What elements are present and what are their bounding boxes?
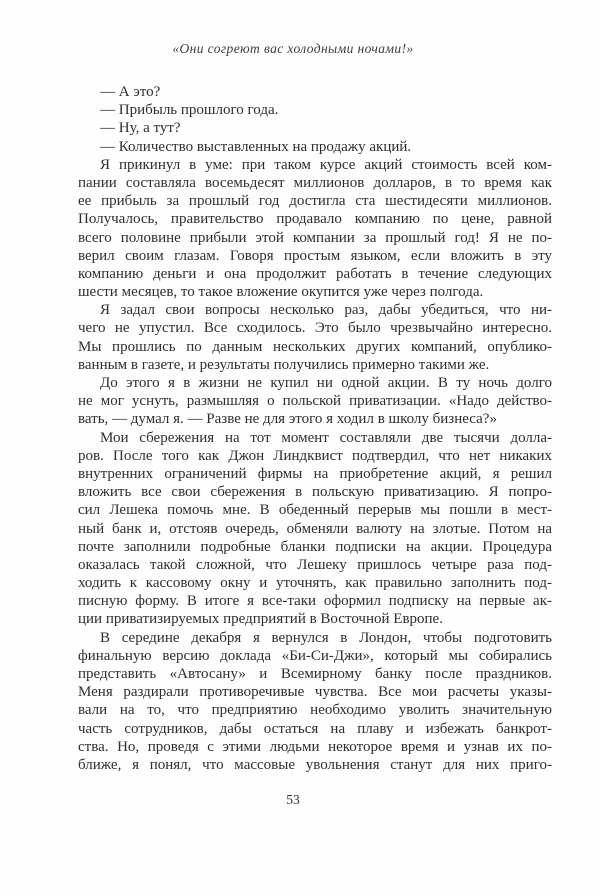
text-line: Мы прошлись по данным нескольких других компаний, опублико- [78,338,552,355]
text-line: Получалось, правительство продавало компанию по цене, равной [78,211,552,228]
text-line: верил своим глазам. Говоря простым языком, если вложить в эту [78,247,552,264]
text-line: ходить к кассовому окну и уточнять, как правильно заполнить под- [78,575,552,592]
text-line: ный банк и, отстояв очередь, обменяли валюту на злотые. Потом на [78,520,552,537]
text-line: всего половине прибыли этой компании за прошлый год! Я не по- [78,229,552,246]
text-line: ее прибыль за прошлый год достигла ста шестидесяти миллионов. [78,193,552,210]
text-line: шести месяцев, то такое вложение окупится уже через полгода. [78,284,484,301]
paragraph [78,301,552,374]
text-line: представить «Автосану» и Всемирному банку после праздников. [78,666,552,682]
text-line: вложить все свои сбережения в польскую приватизацию. Я попро- [78,484,552,501]
paragraph [78,429,552,629]
text-line: Мои сбережения на тот момент составляли две тысячи долла- [100,429,552,446]
text-line: ближе, я понял, что массовые увольнения станут для них приго- [78,756,552,773]
text-line: — Ну, а тут? [100,120,181,137]
paragraph [78,374,552,429]
text-line: почте заполнили подробные бланки подписки на акции. Процедура [78,538,552,555]
dialogue-paragraph [78,119,552,137]
text-line: ции приватизируемых предприятий в Восточной Европе. [78,611,443,628]
running-header: «Они согреют вас холодными ночами!» [172,41,414,56]
text-line: Я прикинул в уме: при таком курсе акций стоимость всей ком- [100,156,552,173]
text-line: компанию деньги и она продолжит работать в течение следующих [78,265,552,282]
text-line: сил Лешека помочь мне. В обеденный перерыв мы пошли в мест- [78,502,552,519]
text-line: В середине декабря я вернулся в Лондон, чтобы подготовить [100,629,552,646]
text-line: финальную версию доклада «Би-Си-Джи», который мы собирались [78,647,552,664]
text-line: — Прибыль прошлого года. [100,102,279,119]
text-line: оказалась такой сложной, что Лешеку пришлось четыре раза под- [78,556,552,573]
dialogue-paragraph [78,83,552,101]
text-line: часть сотрудников, дабы остаться на плаву и избежать банкрот- [78,720,552,737]
text-line: До этого я в жизни не купил ни одной акции. В ту ночь долго [100,375,552,391]
text-line: не мог уснуть, размышляя о польской приватизации. «Надо действо- [78,393,552,410]
text-line: Меня раздирали противоречивые чувства. Все мои расчеты указы- [78,684,552,701]
text-line: чего не упустил. Все сходилось. Это было чрезвычайно интересно. [78,320,552,337]
text-line: ства. Но, проведя с этими людьми некоторое время и узнав их по- [78,738,552,755]
text-line: ров. После того как Джон Линдквист подтвердил, что нет никаких [78,447,552,464]
page-number: 53 [286,792,300,807]
text-line: ванным в газете, и результаты получились примерно такими же. [78,356,490,373]
text-line: — Количество выставленных на продажу акций. [100,138,412,155]
text-line: пании составляла восемьдесят миллионов долларов, в то время как [78,174,552,191]
paragraph [78,629,552,775]
text-line: Я задал свои вопросы несколько раз, дабы убедиться, что ни- [100,302,552,319]
dialogue-paragraph [78,138,552,156]
text-line: писную форму. В итоге я все-таки оформил подписку на первые ак- [78,593,552,610]
paragraph [78,156,552,302]
text-line: вать, — думал я. — Разве не для этого я ходил в школу бизнеса?» [78,411,497,428]
text-line: вали на то, что предприятию необходимо уволить значительную [78,702,552,719]
text-column [78,83,552,774]
text-line: внутренних ограничений фирмы на приобретение акций, я решил [78,465,552,482]
text-line: — А это? [100,84,161,100]
dialogue-paragraph [78,101,552,119]
